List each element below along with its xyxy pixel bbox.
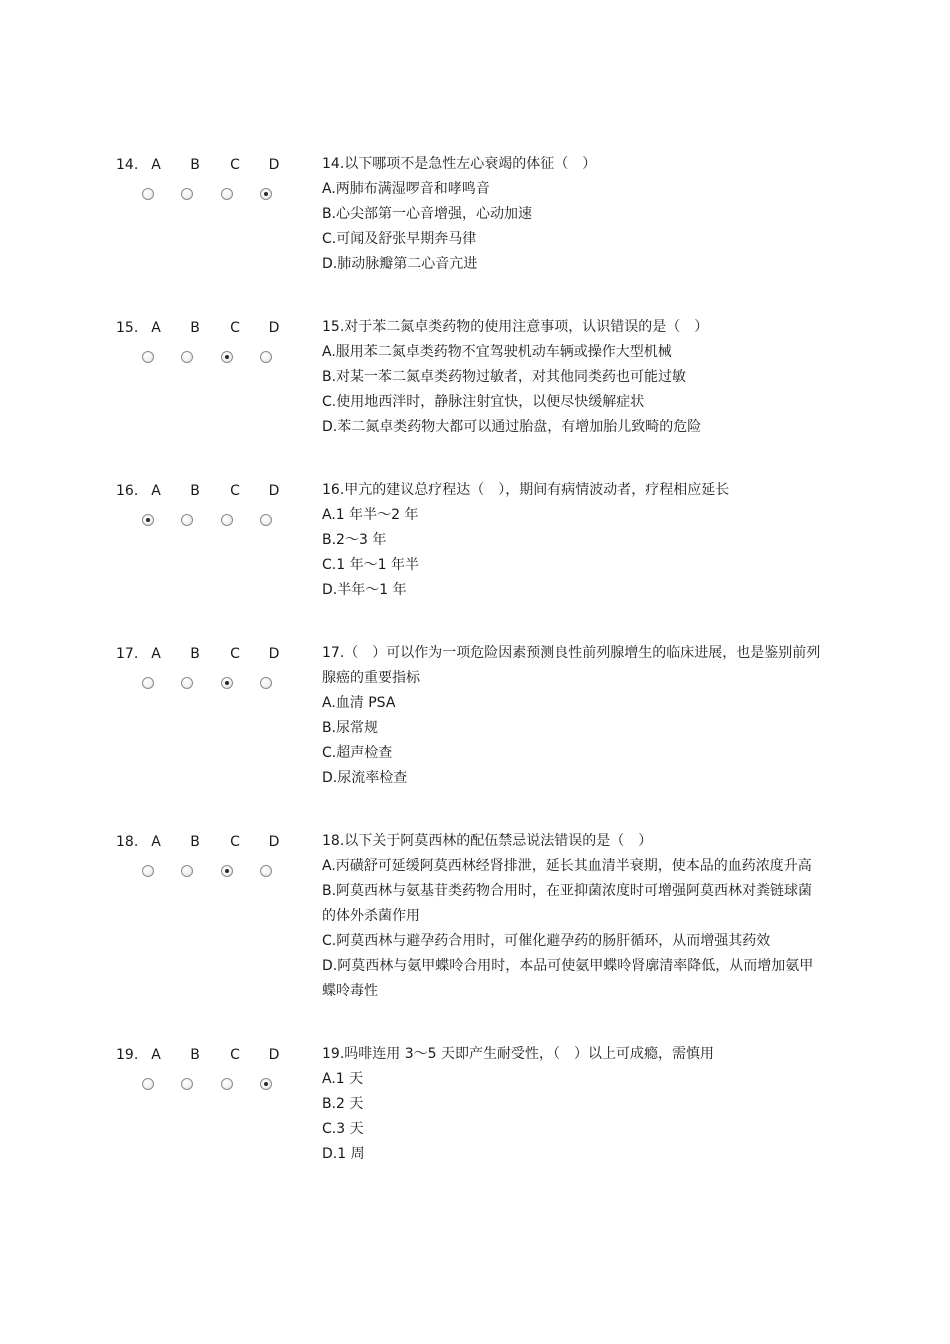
question-number: 17. [116,646,139,662]
option-a-text: A.丙磺舒可延缓阿莫西林经肾排泄，延长其血清半衰期，使本品的血药浓度升高 [322,858,812,874]
radio-a[interactable] [142,351,154,363]
radio-a[interactable] [142,188,154,200]
option-c-text: C.超声检查 [322,745,393,761]
option-letter-b: B [190,320,200,336]
radio-c[interactable] [221,351,233,363]
option-letter-d: D [268,320,280,336]
option-c-text: C.可闻及舒张早期奔马律 [322,231,477,247]
radio-d[interactable] [260,514,272,526]
option-letter-a: A [151,157,161,173]
option-b-text: B.尿常规 [322,720,379,736]
radio-c[interactable] [221,514,233,526]
option-letter-a: A [151,483,161,499]
option-b-text-continued: 的体外杀菌作用 [322,908,420,924]
question-stem: 19.吗啡连用 3～5 天即产生耐受性，（ ）以上可成瘾，需慎用 [322,1046,714,1062]
option-letter-a: A [151,320,161,336]
option-d-text-continued: 蝶呤毒性 [322,983,378,999]
radio-a[interactable] [142,677,154,689]
question-text [322,315,832,440]
question-text [322,829,832,1004]
radio-a[interactable] [142,865,154,877]
question-text [322,478,832,603]
option-letter-c: C [230,646,240,662]
option-d-text: D.1 周 [322,1146,365,1162]
option-a-text: A.1 年半～2 年 [322,507,419,523]
option-d-text: D.阿莫西林与氨甲蝶呤合用时，本品可使氨甲蝶呤肾廓清率降低，从而增加氨甲 [322,958,814,974]
option-a-text: A.服用苯二氮卓类药物不宜驾驶机动车辆或操作大型机械 [322,344,672,360]
option-letter-a: A [151,1047,161,1063]
option-letter-c: C [230,834,240,850]
radio-d[interactable] [260,351,272,363]
option-a-text: A.两肺布满湿啰音和哮鸣音 [322,181,490,197]
option-letter-d: D [268,483,280,499]
question-number: 19. [116,1047,139,1063]
radio-a[interactable] [142,1078,154,1090]
question-number: 16. [116,483,139,499]
radio-d[interactable] [260,1078,272,1090]
question-stem-continued: 腺癌的重要指标 [322,670,420,686]
option-b-text: B.2 天 [322,1096,364,1112]
option-c-text: C.使用地西泮时，静脉注射宜快，以便尽快缓解症状 [322,394,645,410]
radio-c[interactable] [221,677,233,689]
option-b-text: B.2～3 年 [322,532,387,548]
option-c-text: C.3 天 [322,1121,364,1137]
option-letter-c: C [230,157,240,173]
question-text [322,641,832,791]
radio-b[interactable] [181,677,193,689]
option-letter-d: D [268,834,280,850]
question-number: 14. [116,157,139,173]
question-stem: 16.甲亢的建议总疗程达（ ），期间有病情波动者，疗程相应延长 [322,482,730,498]
radio-d[interactable] [260,677,272,689]
radio-a[interactable] [142,514,154,526]
question-stem: 18.以下关于阿莫西林的配伍禁忌说法错误的是（ ） [322,833,653,849]
option-c-text: C.阿莫西林与避孕药合用时，可催化避孕药的肠肝循环，从而增强其药效 [322,933,771,949]
option-d-text: D.肺动脉瓣第二心音亢进 [322,256,478,272]
radio-b[interactable] [181,865,193,877]
option-letter-b: B [190,157,200,173]
radio-d[interactable] [260,188,272,200]
radio-b[interactable] [181,514,193,526]
radio-c[interactable] [221,188,233,200]
option-b-text: B.对某一苯二氮卓类药物过敏者，对其他同类药也可能过敏 [322,369,687,385]
option-letter-b: B [190,646,200,662]
option-b-text: B.阿莫西林与氨基苷类药物合用时，在亚抑菌浓度时可增强阿莫西林对粪链球菌 [322,883,813,899]
question-text [322,1042,832,1167]
option-a-text: A.1 天 [322,1071,364,1087]
question-number: 15. [116,320,139,336]
option-letter-d: D [268,157,280,173]
question-stem: 14.以下哪项不是急性左心衰竭的体征（ ） [322,156,597,172]
radio-c[interactable] [221,865,233,877]
option-b-text: B.心尖部第一心音增强，心动加速 [322,206,533,222]
radio-b[interactable] [181,1078,193,1090]
question-stem: 17.（ ）可以作为一项危险因素预测良性前列腺增生的临床进展，也是鉴别前列 [322,645,821,661]
option-letter-c: C [230,1047,240,1063]
option-d-text: D.苯二氮卓类药物大都可以通过胎盘，有增加胎儿致畸的危险 [322,419,702,435]
radio-b[interactable] [181,188,193,200]
option-letter-b: B [190,483,200,499]
radio-d[interactable] [260,865,272,877]
option-d-text: D.尿流率检查 [322,770,408,786]
option-letter-b: B [190,834,200,850]
question-stem: 15.对于苯二氮卓类药物的使用注意事项，认识错误的是（ ） [322,319,709,335]
option-letter-a: A [151,646,161,662]
question-text [322,152,832,277]
option-c-text: C.1 年～1 年半 [322,557,419,573]
option-d-text: D.半年～1 年 [322,582,407,598]
radio-c[interactable] [221,1078,233,1090]
option-letter-d: D [268,1047,280,1063]
option-letter-c: C [230,483,240,499]
option-a-text: A.血清 PSA [322,695,396,711]
option-letter-d: D [268,646,280,662]
option-letter-a: A [151,834,161,850]
option-letter-b: B [190,1047,200,1063]
radio-b[interactable] [181,351,193,363]
option-letter-c: C [230,320,240,336]
question-number: 18. [116,834,139,850]
